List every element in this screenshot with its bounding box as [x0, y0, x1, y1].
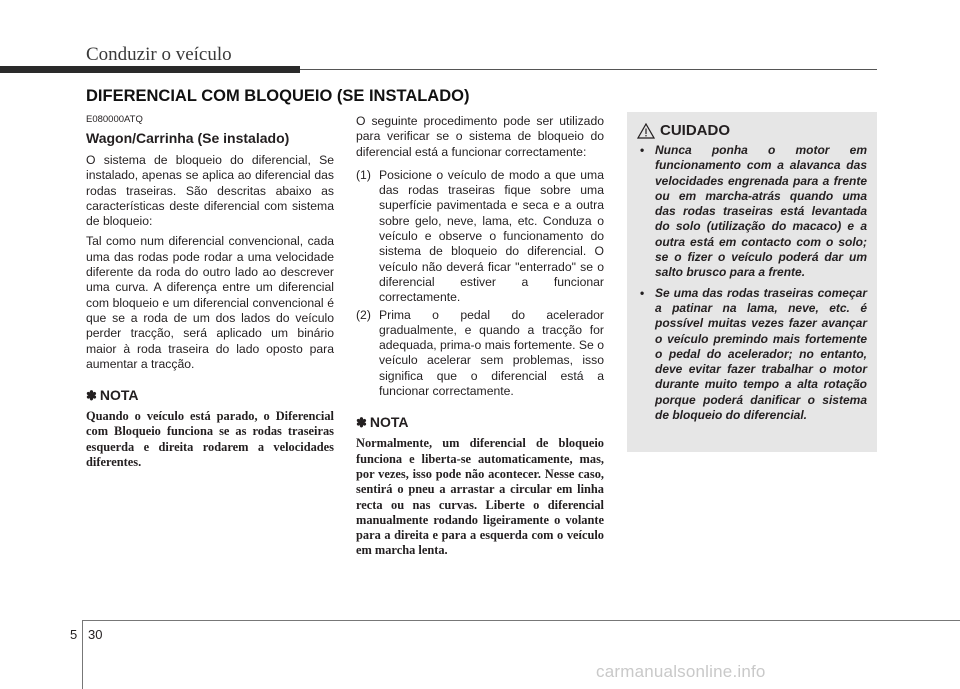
caution-list [637, 143, 867, 423]
step-number: (2) [356, 307, 371, 322]
paragraph: Tal como num diferencial convencional, cada uma das rodas pode rodar a uma velocidade diferente da roda do outro lado ao descrever uma curva. A diferença entre um diferencial com bloqueio e um diferencial convencional é que se a roda de um dos lados do veículo perder tracção, será aplicado um binário maior à roda traseira do lado oposto para aumentar a tracção. [86, 234, 334, 371]
header-bar [0, 66, 300, 73]
header-rule [300, 69, 877, 70]
column-left [86, 114, 334, 470]
section-heading: DIFERENCIAL COM BLOQUEIO (SE INSTALADO) [86, 87, 470, 105]
section-number: 5 [70, 627, 78, 642]
subheading: Wagon/Carrinha (Se instalado) [86, 130, 290, 146]
bullet-icon: • [640, 143, 645, 157]
warning-icon [637, 123, 655, 139]
list-item [356, 308, 604, 400]
watermark: carmanualsonline.info [596, 662, 766, 681]
nota-label: NOTA [99, 387, 139, 404]
procedure-list [356, 168, 604, 399]
nota-heading [356, 413, 604, 432]
nota-heading [86, 386, 334, 405]
page-number: 30 [88, 627, 103, 642]
nota-label: NOTA [369, 414, 409, 431]
nota-text: Normalmente, um diferencial de bloqueio funciona e liberta-se automaticamente, mas, por vezes, isso pode não acontecer. Nesse caso, sentirá o pneu a arrastar a circular em linha recta ou nas curvas. Liberte o diferencial manualmente rodando ligeiramente o volante para a direita e para a esquerda com o veículo em marcha lenta. [356, 436, 604, 558]
section-code: E080000ATQ [86, 114, 143, 125]
paragraph: O seguinte procedimento pode ser utilizado para verificar se o sistema de bloqueio do diferencial está a funcionar correctamente: [356, 114, 604, 159]
bullet-icon: • [640, 285, 645, 300]
nota-text: Quando o veículo está parado, o Diferencial com Bloqueio funciona se as rodas traseiras esquerda e direita rodarem a velocidades diferentes. [86, 409, 334, 470]
footer-divider [82, 620, 83, 689]
step-text: Prima o pedal do acelerador gradualmente, e quando a tracção for adequada, prima-o mais fortemente. Se o veículo acelerar sem problemas, isso significa que o diferencial está a funcionar correctamente. [379, 307, 604, 399]
caution-heading [637, 122, 867, 139]
footer-rule [82, 620, 960, 621]
chapter-title: Conduzir o veículo [86, 44, 232, 65]
column-middle [356, 114, 604, 559]
list-item [637, 286, 867, 424]
star-icon: ✽ [86, 388, 97, 404]
caution-text: Se uma das rodas traseiras começar a patinar na lama, neve, etc. é possível muitas vezes fazer avançar o veículo premindo mais fortemente o pedal do acelerador; no entanto, deve evitar fazer trabalhar o motor durante muito tempo a alta rotação porque poderá danificar o sistema de bloqueio do diferencial. [655, 285, 867, 423]
step-number: (1) [356, 167, 371, 182]
paragraph: O sistema de bloqueio do diferencial, Se instalado, apenas se aplica ao diferencial das rodas traseiras. São descritas abaixo as características deste diferencial com sistema de bloqueio: [86, 153, 334, 229]
list-item [356, 168, 604, 306]
list-item [637, 143, 867, 281]
step-text: Posicione o veículo de modo a que uma das rodas traseiras fique sobre uma superfície pavimentada e seca e a outra sobre gelo, neve, lama, etc. Conduza o veículo e observe o funcionamento do sistema de bloqueio do diferencial. O veículo não deverá ficar "enterrado" se o diferencial estiver a funcionar correctamente. [379, 167, 604, 305]
star-icon: ✽ [356, 415, 367, 431]
caution-box [627, 112, 877, 452]
caution-title: CUIDADO [660, 122, 730, 139]
caution-text: Nunca ponha o motor em funcionamento com a alavanca das velocidades engrenada para a frente ou em marcha-atrás quando uma das rodas traseiras está levantada do solo (utilização do macaco) e a outra está em contacto com o solo; se o fizer o veículo poderá dar um salto brusco para a frente. [655, 143, 867, 280]
